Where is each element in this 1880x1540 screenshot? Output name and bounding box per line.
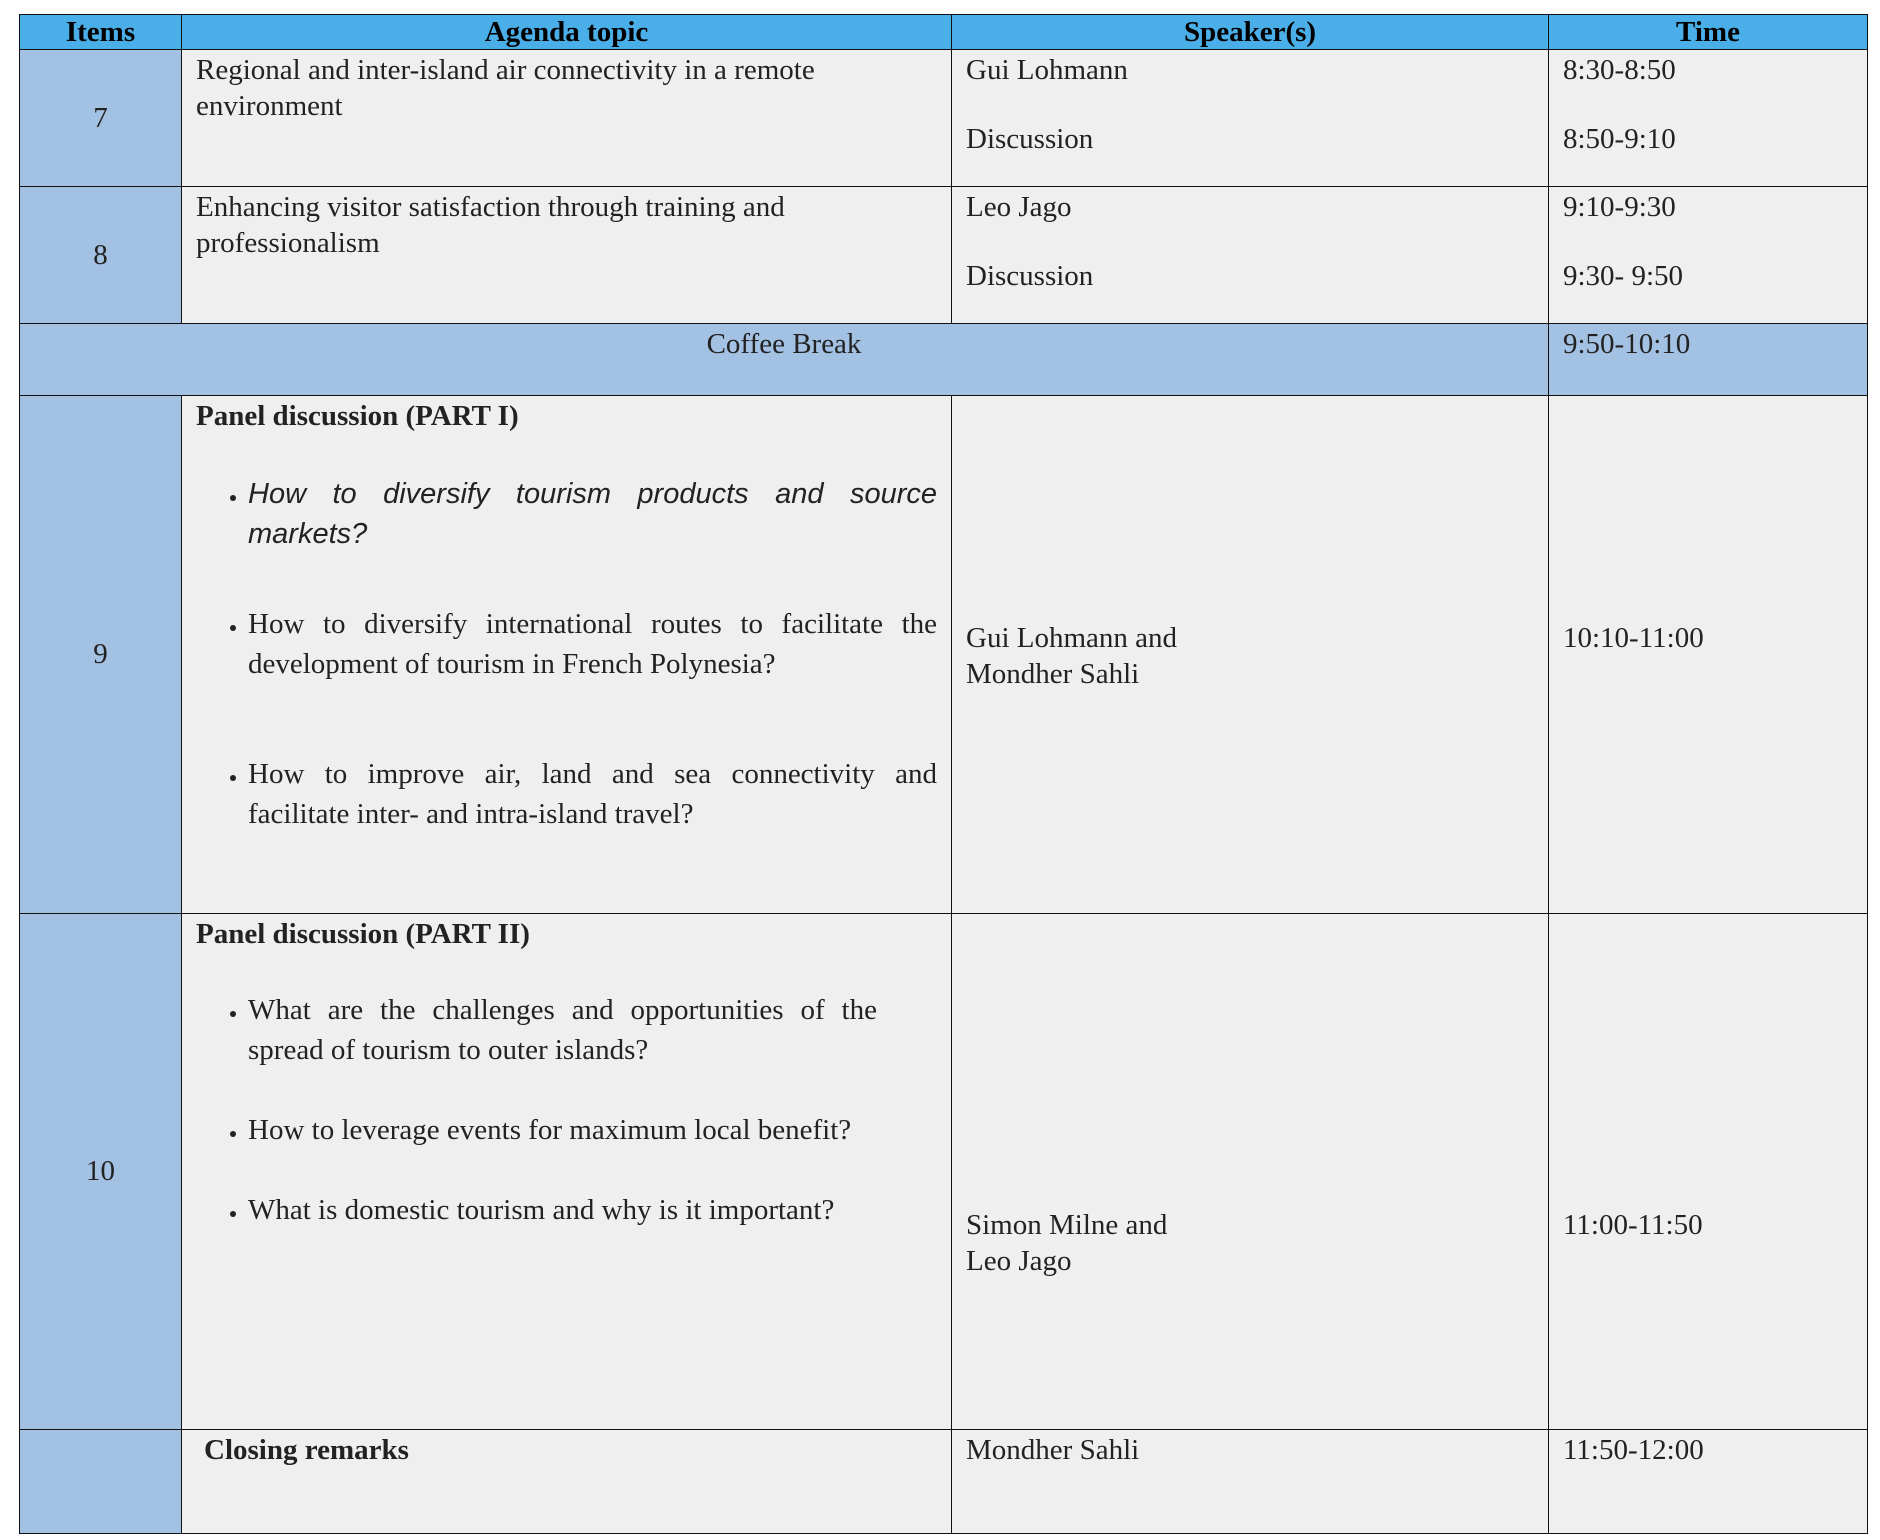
coffee-break-cell (20, 324, 1549, 396)
list-item: • How to improve air, land and sea connectivity and facilitate inter- and intra-island travel? (248, 754, 937, 834)
agenda-table (19, 14, 1868, 1534)
time-cell (1549, 187, 1868, 324)
speaker-name: Leo Jago (966, 191, 1072, 223)
speaker-name: Gui Lohmann and (966, 621, 1178, 654)
speaker-discussion: Discussion (966, 123, 1094, 155)
list-item: • How to leverage events for maximum local benefit? (248, 1110, 937, 1150)
coffee-break-row (20, 324, 1868, 396)
table-row (20, 187, 1868, 324)
time-cell (1549, 396, 1868, 914)
speaker-cell (952, 1430, 1549, 1534)
time-slot-discussion: 9:30- 9:50 (1563, 260, 1684, 292)
header-agenda-topic: Agenda topic (182, 15, 952, 50)
time-slot-discussion: 8:50-9:10 (1563, 123, 1676, 155)
time-cell (1549, 914, 1868, 1430)
item-number-text: 8 (93, 238, 108, 271)
item-number (20, 914, 182, 1430)
panel-part1-row (20, 396, 1868, 914)
speaker-name: Mondher Sahli (966, 1434, 1140, 1466)
item-number (20, 187, 182, 324)
speaker-cell (952, 187, 1549, 324)
coffee-break-label: Coffee Break (706, 328, 862, 360)
header-time: Time (1549, 15, 1868, 50)
header-items: Items (20, 15, 182, 50)
list-item: • How to diversify tourism products and source markets? (248, 474, 937, 554)
topic-cell (182, 914, 952, 1430)
time-cell (1549, 50, 1868, 187)
item-number-text: 9 (93, 638, 108, 670)
time-slot: 11:00-11:50 (1563, 1208, 1703, 1241)
speaker-name: Gui Lohmann (966, 54, 1128, 86)
panel-questions (196, 990, 937, 1230)
header-speakers: Speaker(s) (952, 15, 1549, 50)
topic-text: Regional and inter-island air connectivity in a remote environment (196, 54, 815, 122)
coffee-break-time: 9:50-10:10 (1563, 328, 1691, 360)
time-slot: 11:50-12:00 (1563, 1434, 1704, 1466)
panel-part2-row (20, 914, 1868, 1430)
header-row (20, 15, 1868, 50)
speaker-cell (952, 914, 1549, 1430)
speaker-name: Mondher Sahli (966, 657, 1140, 690)
speaker-cell (952, 50, 1549, 187)
speaker-cell (952, 396, 1549, 914)
topic-text: Enhancing visitor satisfaction through training and professionalism (196, 191, 785, 259)
item-number (20, 1430, 182, 1534)
panel-title: Panel discussion (PART II) (196, 918, 530, 950)
list-item: • What are the challenges and opportunities of the spread of tourism to outer islands? (248, 990, 877, 1070)
speaker-discussion: Discussion (966, 260, 1094, 292)
table-row (20, 50, 1868, 187)
topic-cell (182, 50, 952, 187)
closing-row (20, 1430, 1868, 1534)
topic-cell (182, 396, 952, 914)
list-item: • What is domestic tourism and why is it important? (248, 1190, 937, 1230)
closing-title: Closing remarks (204, 1434, 409, 1466)
item-number-text: 7 (93, 101, 108, 134)
item-number (20, 50, 182, 187)
speaker-name: Leo Jago (966, 1244, 1072, 1277)
list-item: • How to diversify international routes to facilitate the development of tourism in French Polynesia? (248, 604, 937, 684)
time-slot: 10:10-11:00 (1563, 621, 1704, 654)
panel-title: Panel discussion (PART I) (196, 400, 519, 432)
item-number-text: 10 (86, 1155, 115, 1187)
time-slot: 8:30-8:50 (1563, 54, 1676, 86)
item-number (20, 396, 182, 914)
topic-cell (182, 187, 952, 324)
time-slot: 9:10-9:30 (1563, 191, 1676, 223)
time-cell (1549, 1430, 1868, 1534)
topic-cell (182, 1430, 952, 1534)
speaker-name: Simon Milne and (966, 1208, 1168, 1241)
coffee-break-time-cell (1549, 324, 1868, 396)
panel-questions (196, 474, 937, 834)
